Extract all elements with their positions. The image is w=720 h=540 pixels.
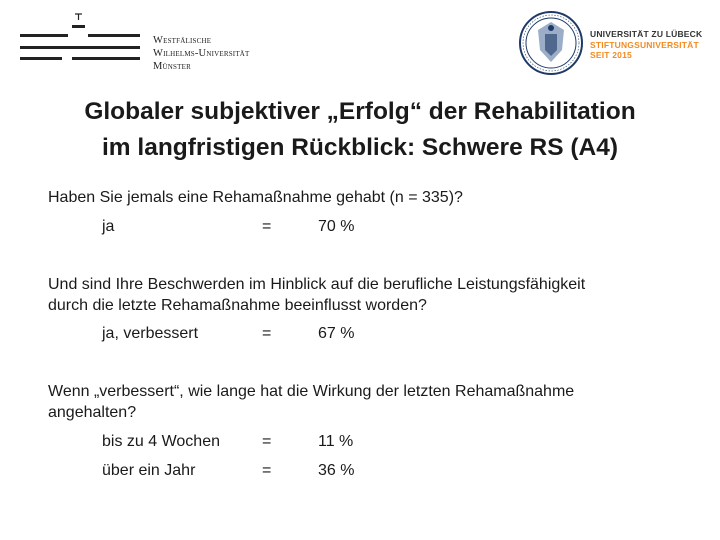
luebeck-logo <box>518 10 708 76</box>
q2-answer-label: ja, verbessert <box>102 325 199 342</box>
wwu-name-line-3: Münster <box>153 61 191 72</box>
slide-title-line-2: im langfristigen Rückblick: Schwere RS (A4) <box>102 134 618 161</box>
wwu-logo <box>20 12 280 72</box>
luebeck-name: UNIVERSITÄT ZU LÜBECK <box>590 29 703 39</box>
q3-answer-1-value: 11 % <box>318 433 354 450</box>
question-2-line-1: Und sind Ihre Beschwerden im Hinblick auf die berufliche Leistungsfähigkeit <box>48 276 586 293</box>
wwu-emblem-icon <box>20 12 150 72</box>
university-seal-icon <box>518 10 584 76</box>
luebeck-subtitle: STIFTUNGSUNIVERSITÄT <box>590 39 699 50</box>
q1-answer-value: 70 % <box>318 218 355 235</box>
q2-answer-equals: = <box>262 325 272 342</box>
q3-answer-2-label: über ein Jahr <box>102 462 196 479</box>
q1-answer-label: ja <box>102 218 115 235</box>
luebeck-since: SEIT 2015 <box>590 50 632 60</box>
q2-answer-value: 67 % <box>318 325 355 342</box>
q3-answer-1-equals: = <box>262 433 272 450</box>
slide-title-line-1: Globaler subjektiver „Erfolg“ der Rehabilitation <box>84 98 636 125</box>
question-2-line-2: durch die letzte Rehamaßnahme beeinflusst worden? <box>48 297 427 314</box>
question-3-line-2: angehalten? <box>48 404 137 421</box>
wwu-name-line-1: Westfälische <box>153 35 212 46</box>
slide-title <box>20 94 700 166</box>
question-3-line-1: Wenn „verbessert“, wie lange hat die Wirkung der letzten Rehamaßnahme <box>48 383 575 400</box>
question-1: Haben Sie jemals eine Rehamaßnahme gehabt (n = 335)? <box>48 189 463 206</box>
wwu-name-line-2: Wilhelms-Universität <box>153 48 250 59</box>
q3-answer-2-equals: = <box>262 462 272 479</box>
q3-answer-1-label: bis zu 4 Wochen <box>102 433 220 450</box>
q3-answer-2-value: 36 % <box>318 462 355 479</box>
q1-answer-equals: = <box>262 218 272 235</box>
